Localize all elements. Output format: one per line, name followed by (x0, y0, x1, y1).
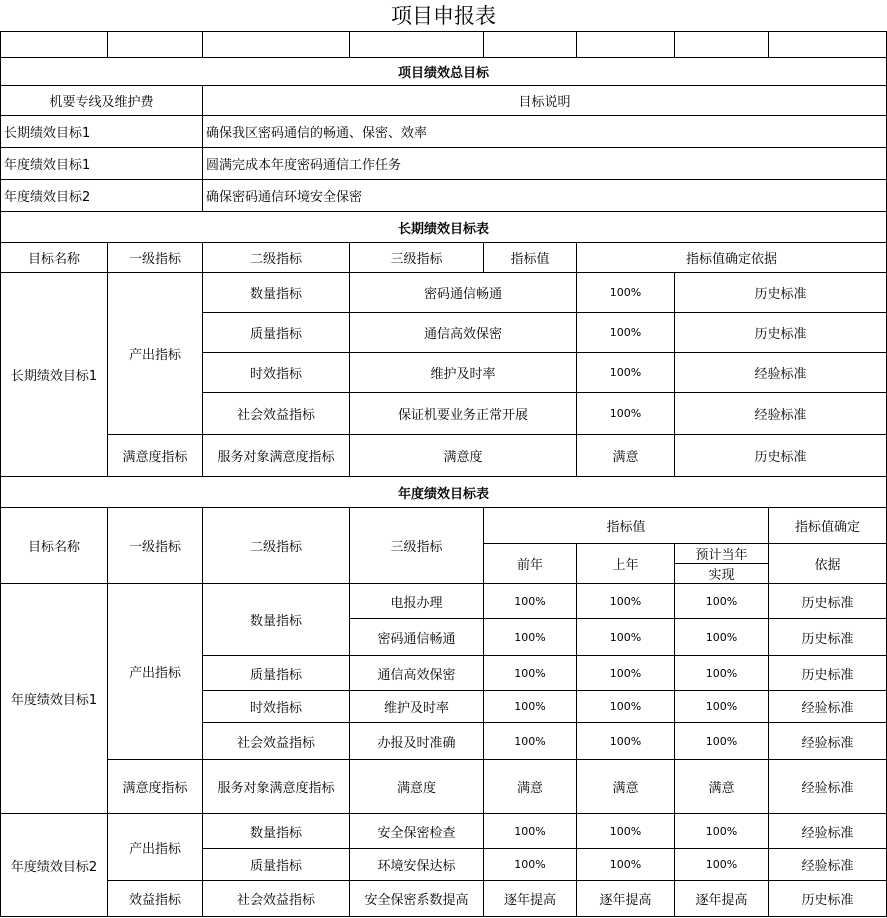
level3-cell: 满意度 (350, 760, 484, 814)
level2-cell: 服务对象满意度指标 (203, 435, 350, 477)
column-header: 三级指标 (350, 508, 484, 584)
column-header: 指标值 (484, 508, 769, 544)
last-year-cell: 100% (577, 619, 675, 656)
basis-cell: 历史标准 (675, 435, 887, 477)
expected-top-label: 预计当年 (695, 548, 748, 563)
annual-section-title: 年度绩效目标表 (1, 477, 887, 508)
expected-cell: 100% (675, 619, 769, 656)
column-header: 目标名称 (1, 508, 108, 584)
expected-cell: 100% (675, 656, 769, 691)
table-row (1, 814, 887, 849)
long-term-header-row (1, 243, 887, 273)
expected-cell: 100% (675, 849, 769, 881)
level2-cell: 质量指标 (203, 313, 350, 353)
value-cell: 满意 (577, 435, 675, 477)
last-year-cell: 100% (577, 849, 675, 881)
goal-name-cell: 年度绩效目标2 (1, 814, 108, 917)
level3-cell: 环境安保达标 (350, 849, 484, 881)
application-table (0, 31, 887, 917)
goal-text: 确保密码通信环境安全保密 (203, 180, 887, 212)
goal-label: 年度绩效目标2 (1, 180, 203, 212)
last-year-cell: 满意 (577, 760, 675, 814)
basis-cell: 经验标准 (675, 353, 887, 393)
level1-cell: 效益指标 (108, 881, 203, 917)
value-cell: 100% (577, 353, 675, 393)
prev-year-cell: 100% (484, 656, 577, 691)
column-header: 一级指标 (108, 243, 203, 273)
level3-cell: 维护及时率 (350, 353, 577, 393)
value-cell: 100% (577, 313, 675, 353)
level1-cell: 产出指标 (108, 273, 203, 435)
prev-year-cell: 100% (484, 619, 577, 656)
expected-cell: 100% (675, 584, 769, 619)
prev-year-cell: 100% (484, 691, 577, 723)
table-row (1, 435, 887, 477)
level2-cell: 服务对象满意度指标 (203, 760, 350, 814)
blank-cell[interactable] (577, 32, 675, 58)
basis-cell: 历史标准 (769, 619, 887, 656)
column-header: 指标值 (484, 243, 577, 273)
level3-cell: 安全保密检查 (350, 814, 484, 849)
goal-label: 年度绩效目标1 (1, 148, 203, 180)
prev-year-cell: 逐年提高 (484, 881, 577, 917)
blank-cell[interactable] (769, 32, 887, 58)
basis-cell: 经验标准 (769, 723, 887, 760)
level2-cell: 社会效益指标 (203, 393, 350, 435)
last-year-cell: 100% (577, 584, 675, 619)
goal-text: 确保我区密码通信的畅通、保密、效率 (203, 116, 887, 148)
last-year-cell: 100% (577, 656, 675, 691)
project-name-cell: 机要专线及维护费 (1, 86, 203, 116)
column-header: 目标名称 (1, 243, 108, 273)
prev-year-cell: 满意 (484, 760, 577, 814)
column-header-expected (675, 544, 769, 584)
goal-row (1, 180, 887, 212)
expected-cell: 100% (675, 814, 769, 849)
column-header: 一级指标 (108, 508, 203, 584)
goal-text: 圆满完成本年度密码通信工作任务 (203, 148, 887, 180)
basis-cell: 经验标准 (769, 691, 887, 723)
level3-cell: 电报办理 (350, 584, 484, 619)
column-header: 上年 (577, 544, 675, 584)
expected-bottom-label: 实现 (675, 563, 768, 583)
table-row (1, 273, 887, 313)
level1-cell: 产出指标 (108, 814, 203, 881)
level3-cell: 通信高效保密 (350, 656, 484, 691)
blank-cell[interactable] (108, 32, 203, 58)
level3-cell: 密码通信畅通 (350, 619, 484, 656)
basis-cell: 历史标准 (769, 656, 887, 691)
blank-cell[interactable] (484, 32, 577, 58)
level3-cell: 维护及时率 (350, 691, 484, 723)
goal-label: 长期绩效目标1 (1, 116, 203, 148)
level2-cell: 数量指标 (203, 273, 350, 313)
blank-cell[interactable] (675, 32, 769, 58)
prev-year-cell: 100% (484, 849, 577, 881)
basis-cell: 经验标准 (675, 393, 887, 435)
level1-cell: 产出指标 (108, 584, 203, 760)
column-header: 三级指标 (350, 243, 484, 273)
prev-year-cell: 100% (484, 814, 577, 849)
level3-cell: 办报及时准确 (350, 723, 484, 760)
column-header: 前年 (484, 544, 577, 584)
goal-row (1, 148, 887, 180)
value-cell: 100% (577, 273, 675, 313)
prev-year-cell: 100% (484, 723, 577, 760)
column-header: 指标值确定依据 (577, 243, 887, 273)
blank-row (1, 32, 887, 58)
level1-cell: 满意度指标 (108, 435, 203, 477)
last-year-cell: 100% (577, 723, 675, 760)
level3-cell: 密码通信畅通 (350, 273, 577, 313)
expected-cell: 满意 (675, 760, 769, 814)
table-row (1, 881, 887, 917)
expected-cell: 逐年提高 (675, 881, 769, 917)
basis-cell: 历史标准 (675, 273, 887, 313)
prev-year-cell: 100% (484, 584, 577, 619)
level2-cell: 时效指标 (203, 691, 350, 723)
basis-cell: 经验标准 (769, 814, 887, 849)
level2-cell: 数量指标 (203, 584, 350, 656)
goal-name-cell: 年度绩效目标1 (1, 584, 108, 814)
table-row (1, 584, 887, 619)
goal-name-cell: 长期绩效目标1 (1, 273, 108, 477)
basis-cell: 历史标准 (675, 313, 887, 353)
column-header: 依据 (769, 544, 887, 584)
level1-cell: 满意度指标 (108, 760, 203, 814)
expected-cell: 100% (675, 723, 769, 760)
blank-cell[interactable] (1, 32, 108, 58)
basis-cell: 经验标准 (769, 760, 887, 814)
level2-cell: 质量指标 (203, 656, 350, 691)
level3-cell: 满意度 (350, 435, 577, 477)
level2-cell: 数量指标 (203, 814, 350, 849)
column-header: 二级指标 (203, 508, 350, 584)
basis-cell: 历史标准 (769, 584, 887, 619)
basis-cell: 经验标准 (769, 849, 887, 881)
last-year-cell: 100% (577, 814, 675, 849)
table-row (1, 760, 887, 814)
column-header: 指标值确定 (769, 508, 887, 544)
level3-cell: 通信高效保密 (350, 313, 577, 353)
last-year-cell: 逐年提高 (577, 881, 675, 917)
goal-row (1, 116, 887, 148)
long-term-section-title: 长期绩效目标表 (1, 212, 887, 243)
value-cell: 100% (577, 393, 675, 435)
blank-cell[interactable] (350, 32, 484, 58)
level3-cell: 保证机要业务正常开展 (350, 393, 577, 435)
goal-desc-header: 目标说明 (203, 86, 887, 116)
last-year-cell: 100% (577, 691, 675, 723)
level3-cell: 安全保密系数提高 (350, 881, 484, 917)
page-title: 项目申报表 (391, 4, 496, 28)
level2-cell: 质量指标 (203, 849, 350, 881)
level2-cell: 社会效益指标 (203, 723, 350, 760)
blank-cell[interactable] (203, 32, 350, 58)
annual-header-row (1, 508, 887, 544)
goals-section-title: 项目绩效总目标 (1, 58, 887, 86)
level2-cell: 社会效益指标 (203, 881, 350, 917)
expected-cell: 100% (675, 691, 769, 723)
basis-cell: 历史标准 (769, 881, 887, 917)
column-header: 二级指标 (203, 243, 350, 273)
level2-cell: 时效指标 (203, 353, 350, 393)
